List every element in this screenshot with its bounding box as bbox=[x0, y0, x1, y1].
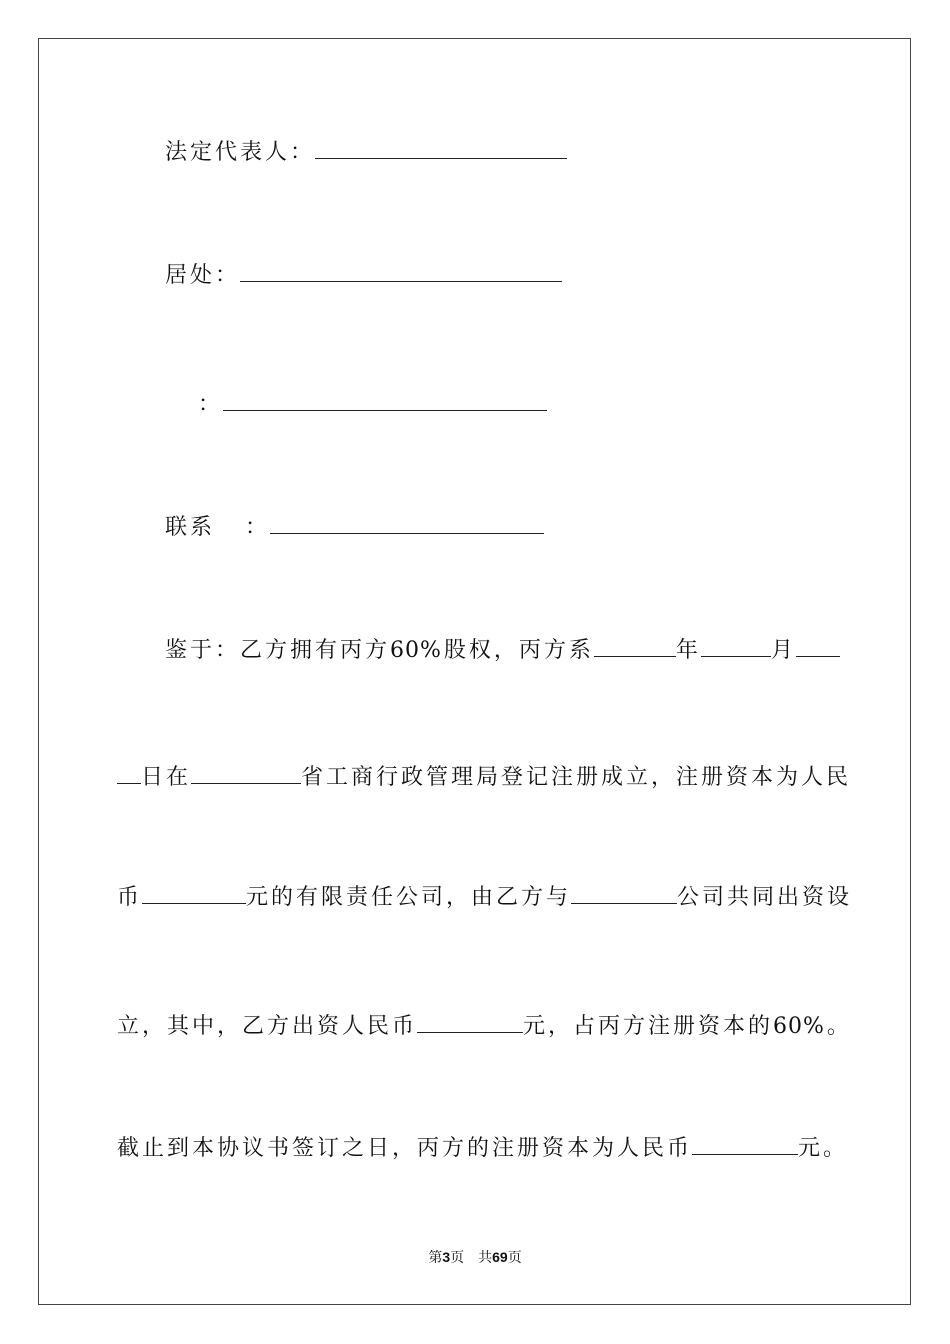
text-segment: %股权，丙方系 bbox=[420, 638, 594, 663]
page-frame bbox=[38, 38, 911, 1305]
text-segment: 日在 bbox=[141, 765, 192, 790]
month-label: 月 bbox=[770, 638, 796, 663]
text-segment: %。 bbox=[803, 1014, 852, 1039]
paragraph-line-3 bbox=[117, 881, 852, 913]
legal-representative-line bbox=[165, 136, 567, 168]
footer-suffix: 页 bbox=[507, 1250, 522, 1266]
current-page-number: 3 bbox=[442, 1249, 451, 1265]
percent-value: 60 bbox=[773, 1014, 804, 1039]
contact-blank[interactable] bbox=[270, 511, 544, 534]
footer-middle: 页 共 bbox=[450, 1250, 493, 1266]
paragraph-line-1 bbox=[165, 634, 840, 666]
contribution-blank[interactable] bbox=[417, 1010, 523, 1033]
month-blank[interactable] bbox=[701, 634, 771, 657]
text-segment: 鉴于：乙方拥有丙方 bbox=[165, 638, 391, 663]
page-footer bbox=[0, 1248, 950, 1267]
year-blank[interactable] bbox=[594, 634, 676, 657]
unlabeled-field-line bbox=[198, 388, 547, 420]
contact-colon: ： bbox=[245, 515, 271, 540]
paragraph-line-5 bbox=[117, 1132, 848, 1164]
text-segment: 立，其中，乙方出资人民币 bbox=[117, 1014, 418, 1039]
unlabeled-field-blank[interactable] bbox=[223, 388, 547, 411]
text-segment: 元的有限责任公司，由乙方与 bbox=[246, 885, 572, 910]
partner-company-blank[interactable] bbox=[571, 881, 677, 904]
day-blank-end[interactable] bbox=[117, 761, 141, 784]
footer-prefix: 第 bbox=[428, 1250, 443, 1266]
residence-label: 居处： bbox=[165, 263, 241, 288]
text-segment: 元，占丙方注册资本的 bbox=[523, 1014, 774, 1039]
total-page-count: 69 bbox=[492, 1249, 508, 1265]
residence-blank[interactable] bbox=[240, 259, 562, 282]
text-segment: 省工商行政管理局登记注册成立，注册资本为人民 bbox=[301, 765, 852, 790]
percent-value: 60 bbox=[390, 638, 421, 663]
text-segment: 币 bbox=[117, 885, 143, 910]
residence-line bbox=[165, 259, 562, 291]
contact-line bbox=[165, 511, 544, 543]
unlabeled-field-colon: ： bbox=[198, 392, 224, 417]
current-capital-blank[interactable] bbox=[692, 1132, 798, 1155]
capital-blank[interactable] bbox=[142, 881, 246, 904]
paragraph-line-4 bbox=[117, 1010, 852, 1042]
paragraph-line-2 bbox=[117, 761, 851, 793]
day-blank-start[interactable] bbox=[796, 634, 840, 657]
text-segment: 元。 bbox=[798, 1136, 849, 1161]
legal-representative-blank[interactable] bbox=[315, 136, 567, 159]
legal-representative-label: 法定代表人： bbox=[165, 140, 316, 165]
text-segment: 截止到本协议书签订之日，丙方的注册资本为人民币 bbox=[117, 1136, 693, 1161]
year-label: 年 bbox=[675, 638, 701, 663]
contact-label: 联系 bbox=[165, 515, 216, 540]
text-segment: 公司共同出资设 bbox=[677, 885, 853, 910]
province-blank[interactable] bbox=[191, 761, 301, 784]
